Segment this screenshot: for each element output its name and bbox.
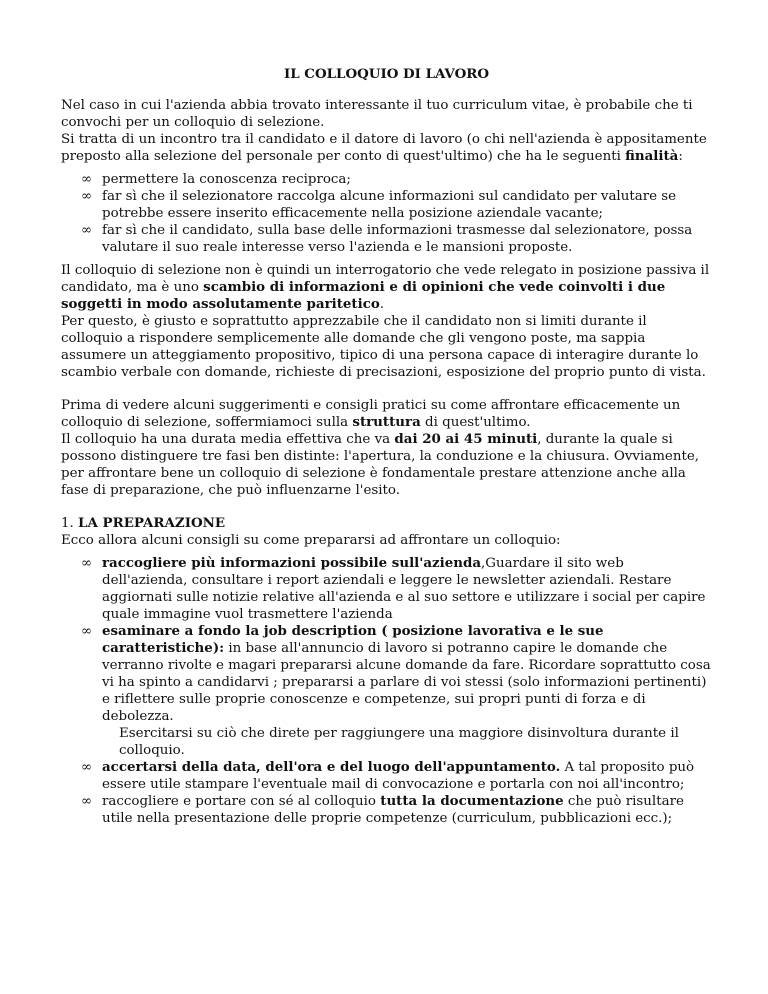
list-item: ∞ far sì che il selezionatore raccolga alcune informazioni sul candidato per valutare se potrebbe essere inserito efficacemente nella posizione aziendale vacante; <box>81 189 677 221</box>
preparazione-list <box>61 555 712 827</box>
section-heading <box>61 515 712 532</box>
section-intro: Ecco allora alcuni consigli su come prepararsi ad affrontare un colloquio: <box>61 533 561 548</box>
finalita-bold: finalità <box>625 148 679 164</box>
infinity-bullet-icon: ∞ <box>81 794 93 809</box>
list-item: ∞ accertarsi della data, dell'ora e del luogo dell'appuntamento. A tal proposito può essere utile stampare l'eventuale mail di convocazione e portarla con noi all'incontro; <box>81 759 695 792</box>
list-item-extra: Esercitarsi su ciò che direte per raggiungere una maggiore disinvoltura durante il colloquio. <box>119 726 679 758</box>
list-item: ∞ permettere la conoscenza reciproca; <box>81 172 351 187</box>
colloquio-paragraph-2: Per questo, è giusto e soprattutto apprezzabile che il candidato non si limiti durante il colloquio a rispondere semplicemente alle domande che gli vengono poste, ma sappia assumere un atteggiamento propositivo, tipico di una persona capace di interagire durante lo scambio verbale con domande, richieste di precisazioni, esposizione del proprio punto di vista. <box>61 314 706 380</box>
section-number: 1. <box>61 516 74 531</box>
infinity-bullet-icon: ∞ <box>81 189 93 204</box>
colloquio-paragraph-1: Il colloquio di selezione non è quindi un interrogatorio che vede relegato in posizione passiva il candidato, ma è uno scambio di informazioni e di opinioni che vede coinvolti i due soggetti in modo assolutamente paritetico. <box>61 263 710 312</box>
finalita-list <box>61 171 712 256</box>
infinity-bullet-icon: ∞ <box>81 172 93 187</box>
infinity-bullet-icon: ∞ <box>81 624 93 639</box>
list-item: ∞ raccogliere e portare con sé al colloquio tutta la documentazione che può risultare utile nella presentazione delle proprie competenze (curriculum, pubblicazioni ecc.); <box>81 793 684 826</box>
intro-paragraph-2: Si tratta di un incontro tra il candidato e il datore di lavoro (o chi nell'azienda è appositamente preposto alla selezione del personale per conto di quest'ultimo) che ha le seguenti finalità: <box>61 132 707 164</box>
list-item: ∞ esaminare a fondo la job description ( posizione lavorativa e le sue caratteristiche): in base all'annuncio di lavoro si potranno capire le domande che verranno rivolte e magari prepararsi alcune domande da fare. Ricordare soprattutto cosa vi ha spinto a candidarvi ; prepararsi a parlare di voi stessi (solo informazioni pertinenti) e riflettere sulle proprie conoscenze e competenze, sui propri punti di forza e di debolezza. Esercitarsi su ciò che direte per raggiungere una maggiore disinvoltura durante il colloquio. <box>81 623 711 758</box>
section-title: LA PREPARAZIONE <box>78 515 226 531</box>
list-item: ∞ far sì che il candidato, sulla base delle informazioni trasmesse dal selezionatore, possa valutare il suo reale interesse verso l'azienda e le mansioni proposte. <box>81 223 693 255</box>
intro-paragraph-1: Nel caso in cui l'azienda abbia trovato interessante il tuo curriculum vitae, è probabile che ti convochi per un colloquio di selezione. <box>61 98 693 130</box>
struttura-paragraph-1: Prima di vedere alcuni suggerimenti e consigli pratici su come affrontare efficacemente un colloquio di selezione, soffermiamoci sulla struttura di quest'ultimo. <box>61 398 681 430</box>
page-title: IL COLLOQUIO DI LAVORO <box>283 66 490 82</box>
infinity-bullet-icon: ∞ <box>81 556 93 571</box>
list-item: ∞ raccogliere più informazioni possibile sull'azienda,Guardare il sito web dell'azienda, consultare i report aziendali e leggere le newsletter aziendali. Restare aggiornati sulle notizie relative all'azienda e al suo settore e utilizzare i social per capire quale immagine vuol trasmettere l'azienda <box>81 555 706 622</box>
infinity-bullet-icon: ∞ <box>81 223 93 238</box>
infinity-bullet-icon: ∞ <box>81 760 93 775</box>
struttura-paragraph-2: Il colloquio ha una durata media effettiva che va dai 20 ai 45 minuti, durante la quale si possono distinguere tre fasi ben distinte: l'apertura, la conduzione e la chiusura. Ovviamente, per affrontare bene un colloquio di selezione è fondamentale prestare attenzione anche alla fase di preparazione, che può influenzarne l'esito. <box>61 431 700 498</box>
